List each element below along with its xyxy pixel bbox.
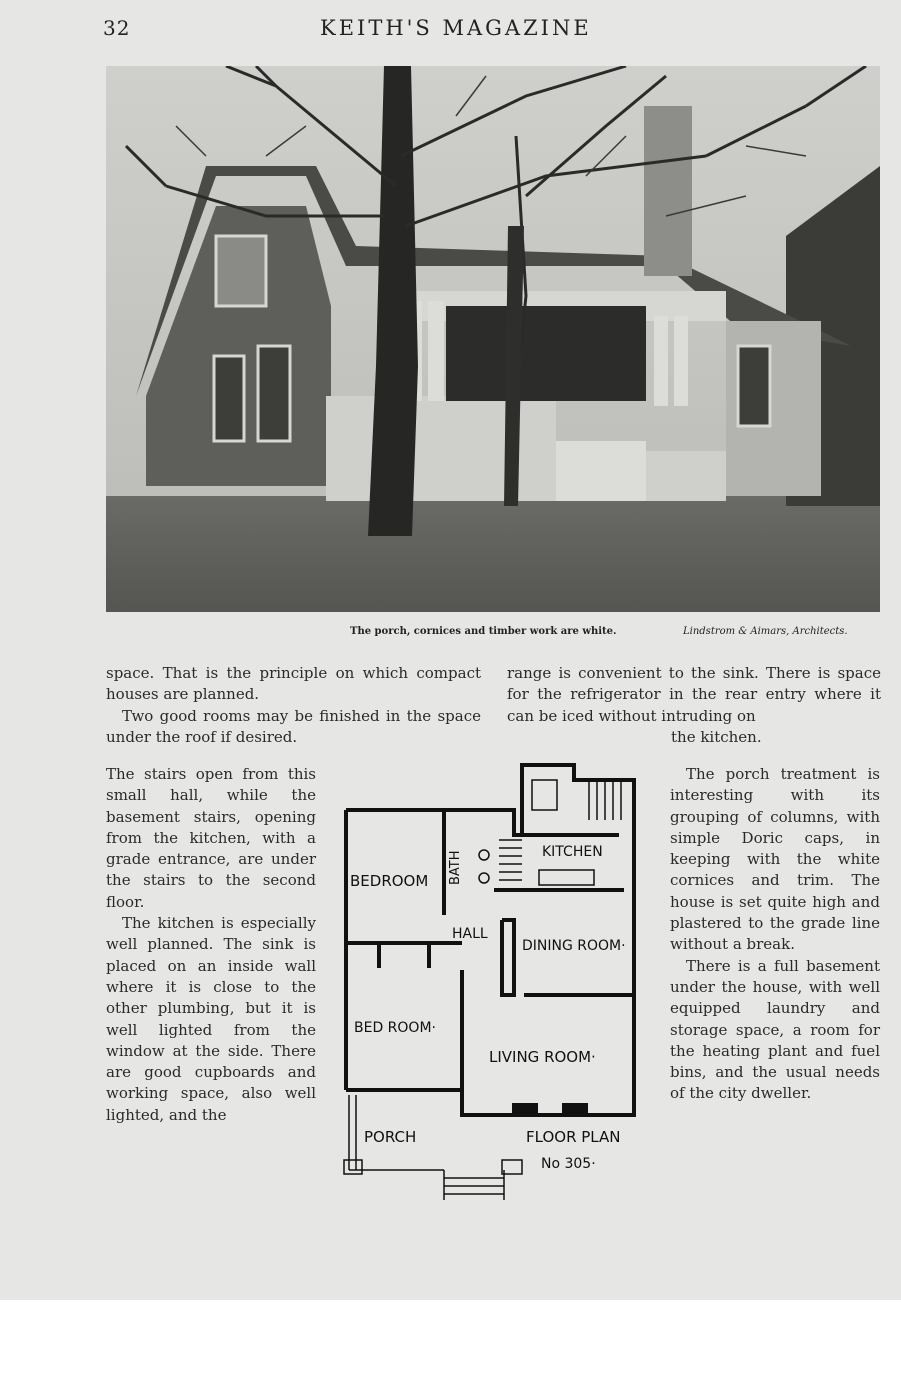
paragraph-range-end: the kitchen. bbox=[671, 727, 762, 746]
left-column-top bbox=[106, 663, 481, 748]
right-column-narrow bbox=[670, 764, 880, 1105]
label-porch: PORCH bbox=[364, 1128, 417, 1146]
label-bedroom: BEDROOM bbox=[350, 872, 429, 890]
page-number: 32 bbox=[103, 16, 131, 40]
photo-caption: The porch, cornices and timber work are white. bbox=[350, 626, 617, 637]
label-kitchen: KITCHEN bbox=[542, 844, 603, 860]
paragraph-porch: The porch treatment is interesting with its grouping of columns, with simple Doric caps, in keeping with the white cornices and trim. The house is set quite high and plastered to the grade line without a break. bbox=[670, 765, 880, 954]
paragraph-compact-houses: space. That is the principle on which compact houses are planned. bbox=[106, 664, 481, 704]
floor-plan-title: FLOOR PLAN bbox=[526, 1128, 621, 1146]
house-photograph bbox=[106, 66, 880, 612]
label-dining-room: DINING ROOM· bbox=[522, 938, 626, 954]
label-hall: HALL bbox=[452, 926, 488, 942]
magazine-title: KEITH'S MAGAZINE bbox=[320, 16, 592, 40]
left-column-narrow bbox=[106, 764, 316, 1126]
house-photo-illustration bbox=[106, 66, 880, 612]
paragraph-kitchen: The kitchen is especially well planned. The sink is placed on an inside wall where it is close to the other plumbing, but it is well lighted from the window at the side. There are good cupboards and working space, also well lighted, and the bbox=[106, 914, 316, 1124]
floor-plan bbox=[334, 760, 664, 1220]
paragraph-basement: There is a full basement under the house, with well equipped laundry and storage space, a room for the heating plant and fuel bins, and the usual needs of the city dweller. bbox=[670, 956, 880, 1103]
architect-credit: Lindstrom & Aimars, Architects. bbox=[683, 626, 848, 637]
floor-plan-drawing bbox=[334, 760, 664, 1220]
floor-plan-number: No 305· bbox=[541, 1156, 596, 1172]
paragraph-two-rooms: Two good rooms may be finished in the space under the roof if desired. bbox=[106, 706, 481, 746]
paragraph-range: range is convenient to the sink. There is space for the refrigerator in the rear entry where it can be iced without intruding on bbox=[507, 664, 881, 725]
label-bath: BATH bbox=[448, 850, 463, 885]
label-bed-room: BED ROOM· bbox=[354, 1020, 436, 1036]
label-living-room: LIVING ROOM· bbox=[489, 1048, 596, 1066]
right-column-top bbox=[507, 663, 881, 748]
paragraph-stairs: The stairs open from this small hall, while the basement stairs, opening from the kitchen, with a grade entrance, are under the stairs to the second floor. bbox=[106, 765, 316, 911]
